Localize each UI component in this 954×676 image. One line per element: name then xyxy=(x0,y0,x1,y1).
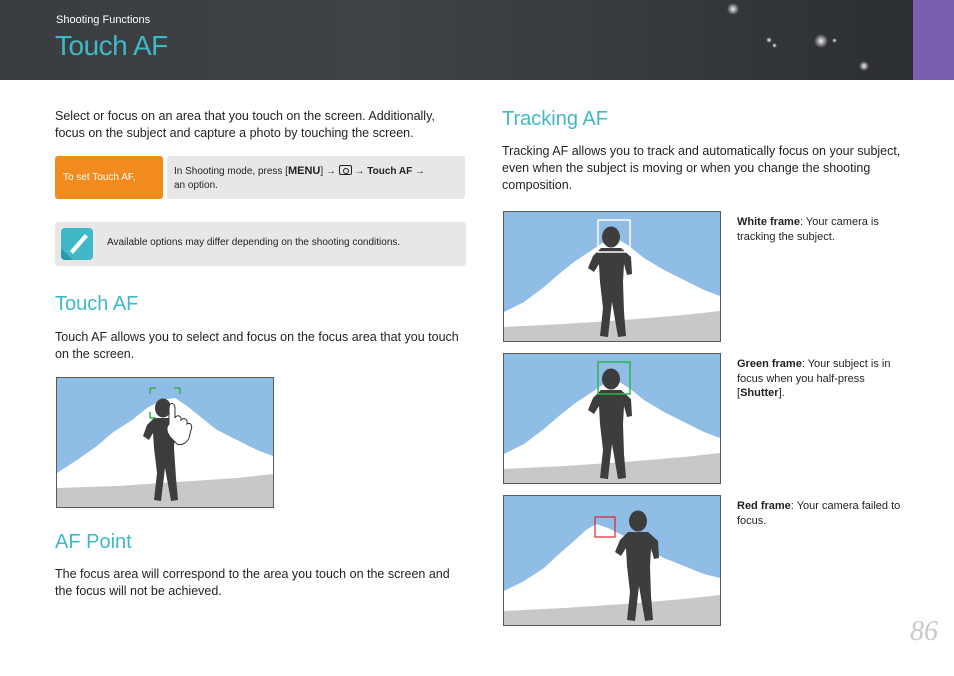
howto-arrow: ] → xyxy=(320,166,339,177)
sparkle-icon xyxy=(766,37,772,43)
white-frame-illustration xyxy=(503,211,721,342)
sparkle-icon xyxy=(859,61,869,71)
green-frame-term: Green frame xyxy=(737,358,802,370)
green-frame-text: : Your subject is in focus when you half-press [ xyxy=(737,358,891,399)
camera-icon xyxy=(339,165,352,175)
tracking-af-heading: Tracking AF xyxy=(502,108,608,130)
menu-button-icon: MENU xyxy=(287,165,321,177)
sparkle-icon xyxy=(772,43,777,48)
green-frame-text-end: ]. xyxy=(778,387,785,399)
green-frame-illustration xyxy=(503,353,721,484)
white-frame-term: White frame xyxy=(737,216,800,228)
tracking-af-description: Tracking AF allows you to track and automatically focus on your subject, even when the subject is moving or when you change the shooting composition. xyxy=(502,144,901,192)
note-box xyxy=(55,222,466,266)
page-number: 86 xyxy=(910,616,938,647)
chapter-tab[interactable] xyxy=(913,0,954,80)
touch-af-illustration xyxy=(56,377,274,508)
green-frame-caption xyxy=(737,357,902,401)
red-frame-caption xyxy=(737,499,909,528)
page-title: Touch AF xyxy=(55,30,168,61)
red-frame-term: Red frame xyxy=(737,500,791,512)
howto-arrow: → xyxy=(351,166,368,177)
white-frame-text: : Your camera is tracking the subject. xyxy=(737,216,879,243)
howto-steps xyxy=(167,156,465,199)
red-frame-illustration xyxy=(503,495,721,626)
shutter-key: Shutter xyxy=(740,387,779,399)
af-point-heading: AF Point xyxy=(55,531,132,553)
pencil-note-icon xyxy=(61,228,93,260)
sparkle-icon xyxy=(832,38,837,43)
touch-af-description: Touch AF allows you to select and focus on the focus area that you touch on the screen. xyxy=(55,330,459,361)
touch-af-heading: Touch AF xyxy=(55,293,139,315)
white-frame-caption xyxy=(737,215,902,244)
af-point-description: The focus area will correspond to the area you touch on the screen and the focus will not be achieved. xyxy=(55,567,450,598)
howto-suffix: an option. xyxy=(174,180,218,191)
sparkle-icon xyxy=(727,3,739,15)
howto-arrow: → xyxy=(412,166,426,177)
header-band xyxy=(0,0,954,80)
howto-touch-af: Touch AF xyxy=(367,166,413,177)
note-text: Available options may differ depending on the shooting conditions. xyxy=(107,237,401,248)
howto-prefix: In Shooting mode, press [ xyxy=(174,166,288,177)
red-frame-text: : Your camera failed to focus. xyxy=(737,500,901,527)
sparkle-icon xyxy=(814,34,828,48)
howto-box xyxy=(55,156,465,199)
intro-paragraph: Select or focus on an area that you touch on the screen. Additionally, focus on the subject and capture a photo by touching the screen. xyxy=(55,109,435,140)
howto-label: To set Touch AF, xyxy=(55,156,163,199)
breadcrumb[interactable]: Shooting Functions xyxy=(56,14,151,26)
